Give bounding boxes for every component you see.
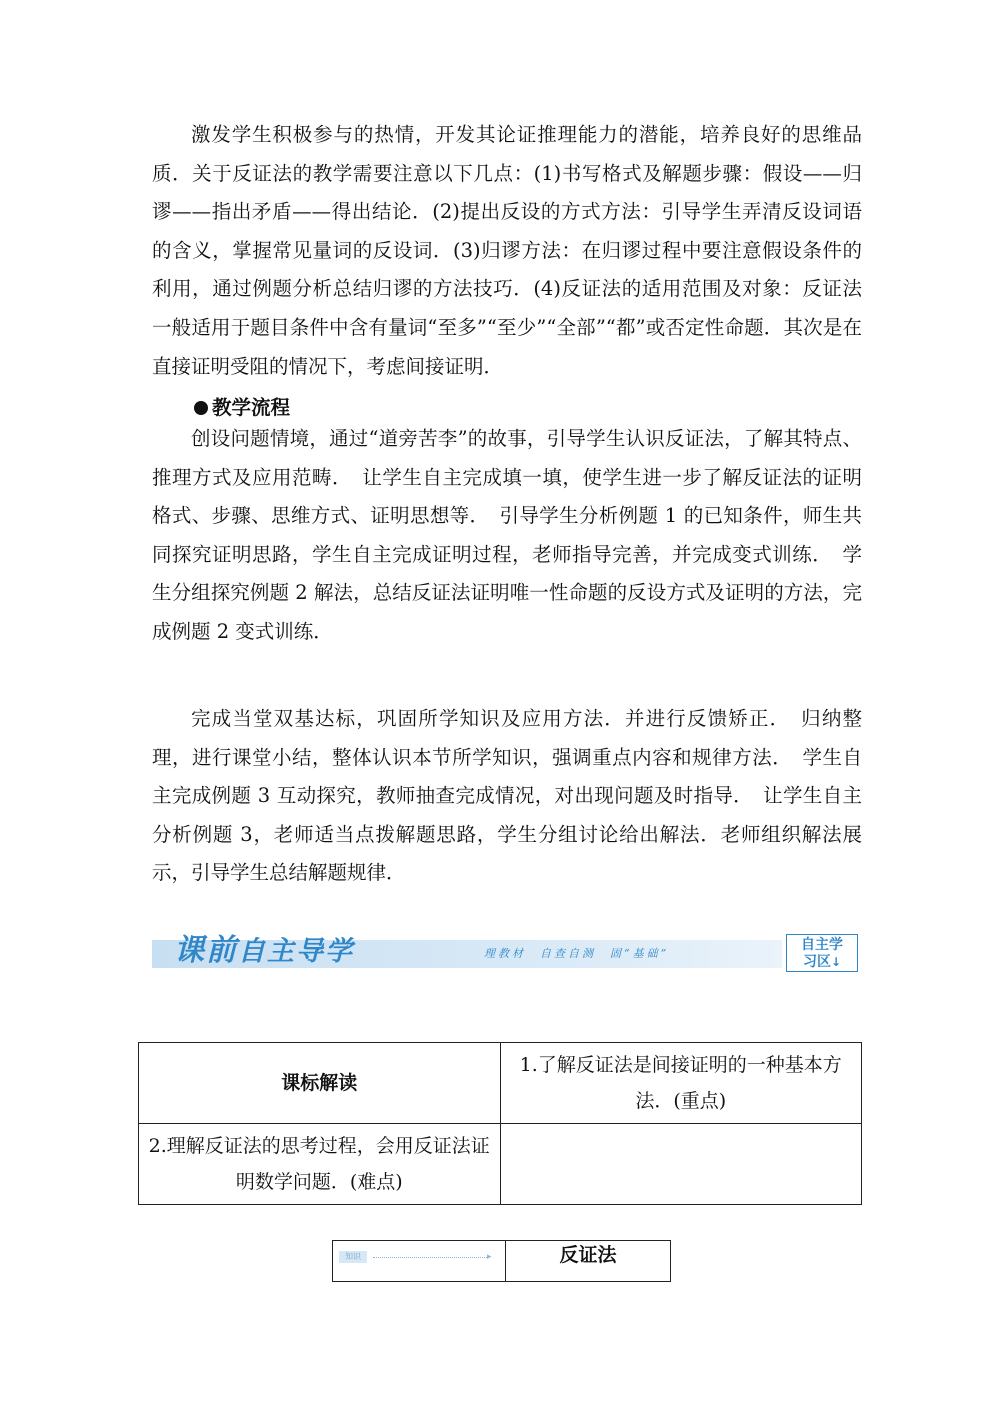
arrow-down-icon: ↓ <box>830 955 842 969</box>
objectives-header: 课标解读 <box>139 1043 501 1124</box>
banner-title <box>174 932 354 971</box>
knowledge-tag: 知识 <box>339 1251 367 1263</box>
bullet-icon <box>194 401 208 415</box>
banner-title-b: 自主导学 <box>238 936 354 967</box>
process-paragraph-2: 完成当堂双基达标，巩固所学知识及应用方法．并进行反馈矫正． 归纳整理，进行课堂小结，整体认识本节所学知识，强调重点内容和规律方法． 学生自主完成例题 3 互动探究，教师抽查完成情况，对出现问题及时指导． 让学生自主分析例题 3，老师适当点拨解题思路，学生分组讨论给出解法．老师组织解法展示，引导学生总结解题规律． <box>152 707 862 885</box>
knowledge-box <box>332 1240 671 1282</box>
badge-line1: 自主学 <box>801 937 843 953</box>
dotted-line <box>373 1257 489 1258</box>
section-banner <box>152 932 860 972</box>
section-heading-text: 教学流程 <box>212 396 291 419</box>
intro-paragraph: 激发学生积极参与的热情，开发其论证推理能力的潜能，培养良好的思维品质．关于反证法的教学需要注意以下几点：(1)书写格式及解题步骤：假设——归谬——指出矛盾——得出结论．(2)提出反设的方式方法：引导学生弄清反设词语的含义，掌握常见量词的反设词．(3)归谬方法：在归谬过程中要注意假设条件的利用，通过例题分析总结归谬的方法技巧．(4)反证法的适用范围及对象：反证法一般适用于题目条件中含有量词“至多”“至少”“全部”“都”或否定性命题．其次是在直接证明受阻的情况下，考虑间接证明． <box>152 123 862 378</box>
banner-slogan: 理教材 自查自测 固“基础” <box>484 947 670 960</box>
objective-empty-cell <box>500 1124 862 1205</box>
self-study-badge[interactable] <box>786 934 858 972</box>
arrow-right-icon: ▸ <box>487 1252 492 1262</box>
badge-line2: 习区 <box>802 954 831 970</box>
objective-item-2: 2.理解反证法的思考过程，会用反证法证明数学问题．(难点) <box>139 1124 501 1205</box>
banner-title-a: 课前 <box>174 933 238 968</box>
objective-item-1: 1.了解反证法是间接证明的一种基本方法．(重点) <box>500 1043 862 1124</box>
objectives-table <box>138 1042 862 1205</box>
knowledge-tag-cell <box>333 1241 506 1282</box>
process-paragraph-1: 创设问题情境，通过“道旁苦李”的故事，引导学生认识反证法，了解其特点、推理方式及应用范畴． 让学生自主完成填一填，使学生进一步了解反证法的证明格式、步骤、思维方式、证明思想等． 引导学生分析例题 1 的已知条件，师生共同探究证明思路，学生自主完成证明过程，老师指导完善，并完成变式训练． 学生分组探究例题 2 解法，总结反证法证明唯一性命题的反设方式及证明的方法，完成例题 2 变式训练． <box>152 427 862 643</box>
knowledge-title: 反证法 <box>506 1241 671 1282</box>
